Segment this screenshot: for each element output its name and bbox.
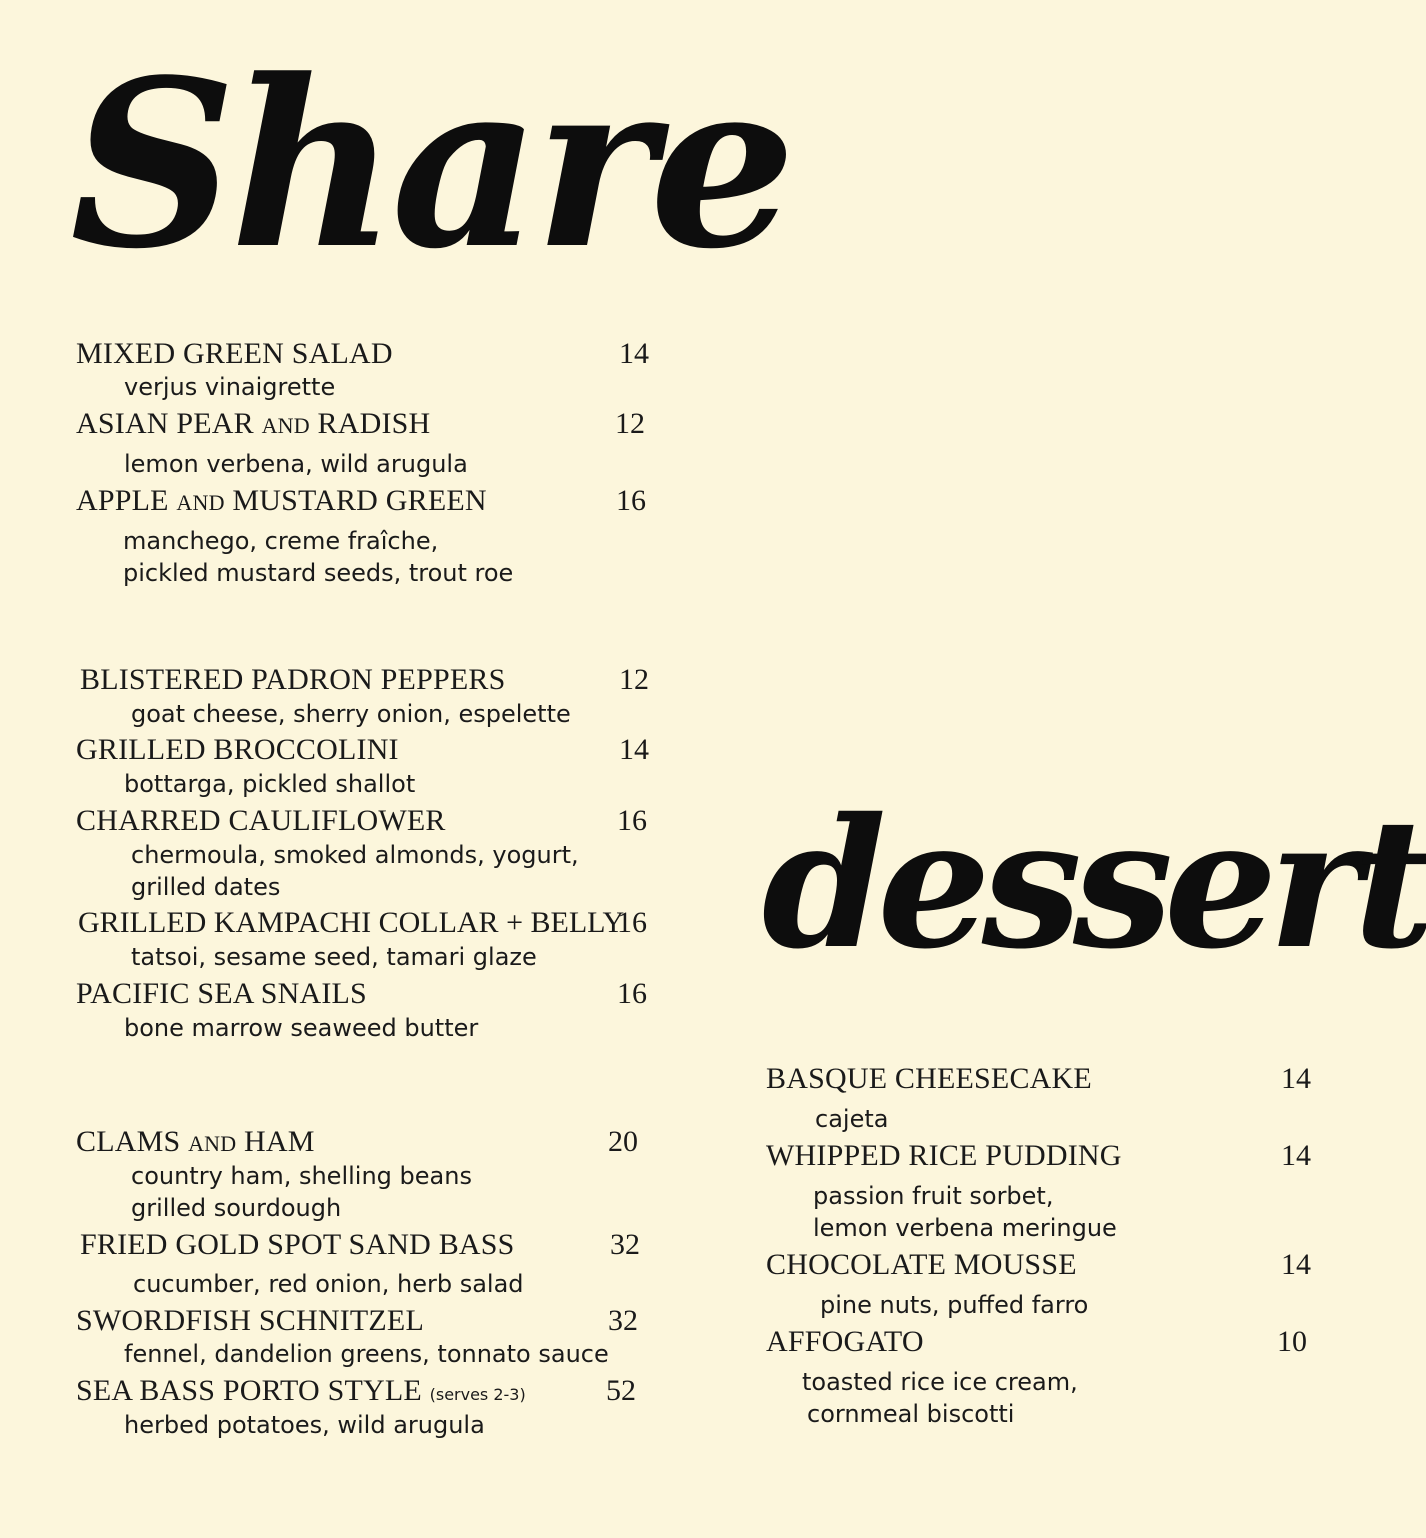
menu-item-price: 16 xyxy=(617,906,647,939)
menu-item-description: toasted rice ice cream, cornmeal biscotti xyxy=(802,1368,1078,1428)
menu-item-price: 14 xyxy=(619,733,649,766)
menu-item-description: tatsoi, sesame seed, tamari glaze xyxy=(131,943,537,971)
menu-item-description: goat cheese, sherry onion, espelette xyxy=(131,700,571,728)
dessert-section-title: dessert xyxy=(762,779,1426,988)
menu-item-price: 12 xyxy=(615,407,645,440)
menu-item-name: MIXED GREEN SALAD xyxy=(76,337,393,370)
menu-item-price: 20 xyxy=(608,1125,638,1158)
menu-item-name: APPLE AND MUSTARD GREEN xyxy=(76,484,487,517)
menu-item-name: CLAMS AND HAM xyxy=(76,1125,315,1158)
menu-item-description: country ham, shelling beans grilled sourdough xyxy=(131,1162,472,1222)
menu-item-price: 32 xyxy=(608,1304,638,1337)
menu-item-price: 14 xyxy=(1281,1139,1311,1172)
menu-item-price: 52 xyxy=(606,1374,636,1407)
menu-item-name: GRILLED KAMPACHI COLLAR + BELLY xyxy=(78,906,625,939)
menu-item-price: 16 xyxy=(616,484,646,517)
menu-item-name: BASQUE CHEESECAKE xyxy=(766,1062,1092,1095)
menu-item-name: ASIAN PEAR AND RADISH xyxy=(76,407,431,440)
menu-item-name: AFFOGATO xyxy=(766,1325,924,1358)
serves-note: (serves 2-3) xyxy=(429,1385,526,1404)
menu-item-name: PACIFIC SEA SNAILS xyxy=(76,977,367,1010)
menu-item-price: 14 xyxy=(619,337,649,370)
menu-item-price: 16 xyxy=(617,977,647,1010)
menu-item-name: SWORDFISH SCHNITZEL xyxy=(76,1304,424,1337)
menu-item-description: verjus vinaigrette xyxy=(124,373,336,401)
menu-item-price: 14 xyxy=(1281,1062,1311,1095)
menu-item-description: chermoula, smoked almonds, yogurt, grilled dates xyxy=(131,841,579,901)
menu-item-description: pine nuts, puffed farro xyxy=(820,1291,1089,1319)
menu-item-name: FRIED GOLD SPOT SAND BASS xyxy=(80,1228,515,1261)
menu-item-description: bone marrow seaweed butter xyxy=(124,1014,479,1042)
menu-item-price: 10 xyxy=(1277,1325,1307,1358)
menu-item-description: cajeta xyxy=(815,1105,889,1133)
menu-item-price: 14 xyxy=(1281,1248,1311,1281)
menu-item-description: fennel, dandelion greens, tonnato sauce xyxy=(124,1340,609,1368)
share-section-title: Share xyxy=(70,30,790,300)
menu-item-description: lemon verbena, wild arugula xyxy=(124,450,468,478)
menu-item-description: manchego, creme fraîche, pickled mustard seeds, trout roe xyxy=(123,527,514,587)
menu-item-price: 32 xyxy=(610,1228,640,1261)
menu-item-description: passion fruit sorbet, lemon verbena meringue xyxy=(813,1182,1117,1242)
menu-item-price: 16 xyxy=(617,804,647,837)
menu-item-name: WHIPPED RICE PUDDING xyxy=(766,1139,1122,1172)
menu-item-description: cucumber, red onion, herb salad xyxy=(133,1270,524,1298)
menu-item-name: GRILLED BROCCOLINI xyxy=(76,733,399,766)
menu-item-name: SEA BASS PORTO STYLE (serves 2-3) xyxy=(76,1374,526,1407)
menu-item-description: bottarga, pickled shallot xyxy=(124,770,416,798)
menu-item-name: CHOCOLATE MOUSSE xyxy=(766,1248,1077,1281)
menu-item-price: 12 xyxy=(619,663,649,696)
menu-item-description: herbed potatoes, wild arugula xyxy=(124,1411,485,1439)
menu-item-name: CHARRED CAULIFLOWER xyxy=(76,804,446,837)
menu-item-name: BLISTERED PADRON PEPPERS xyxy=(80,663,506,696)
